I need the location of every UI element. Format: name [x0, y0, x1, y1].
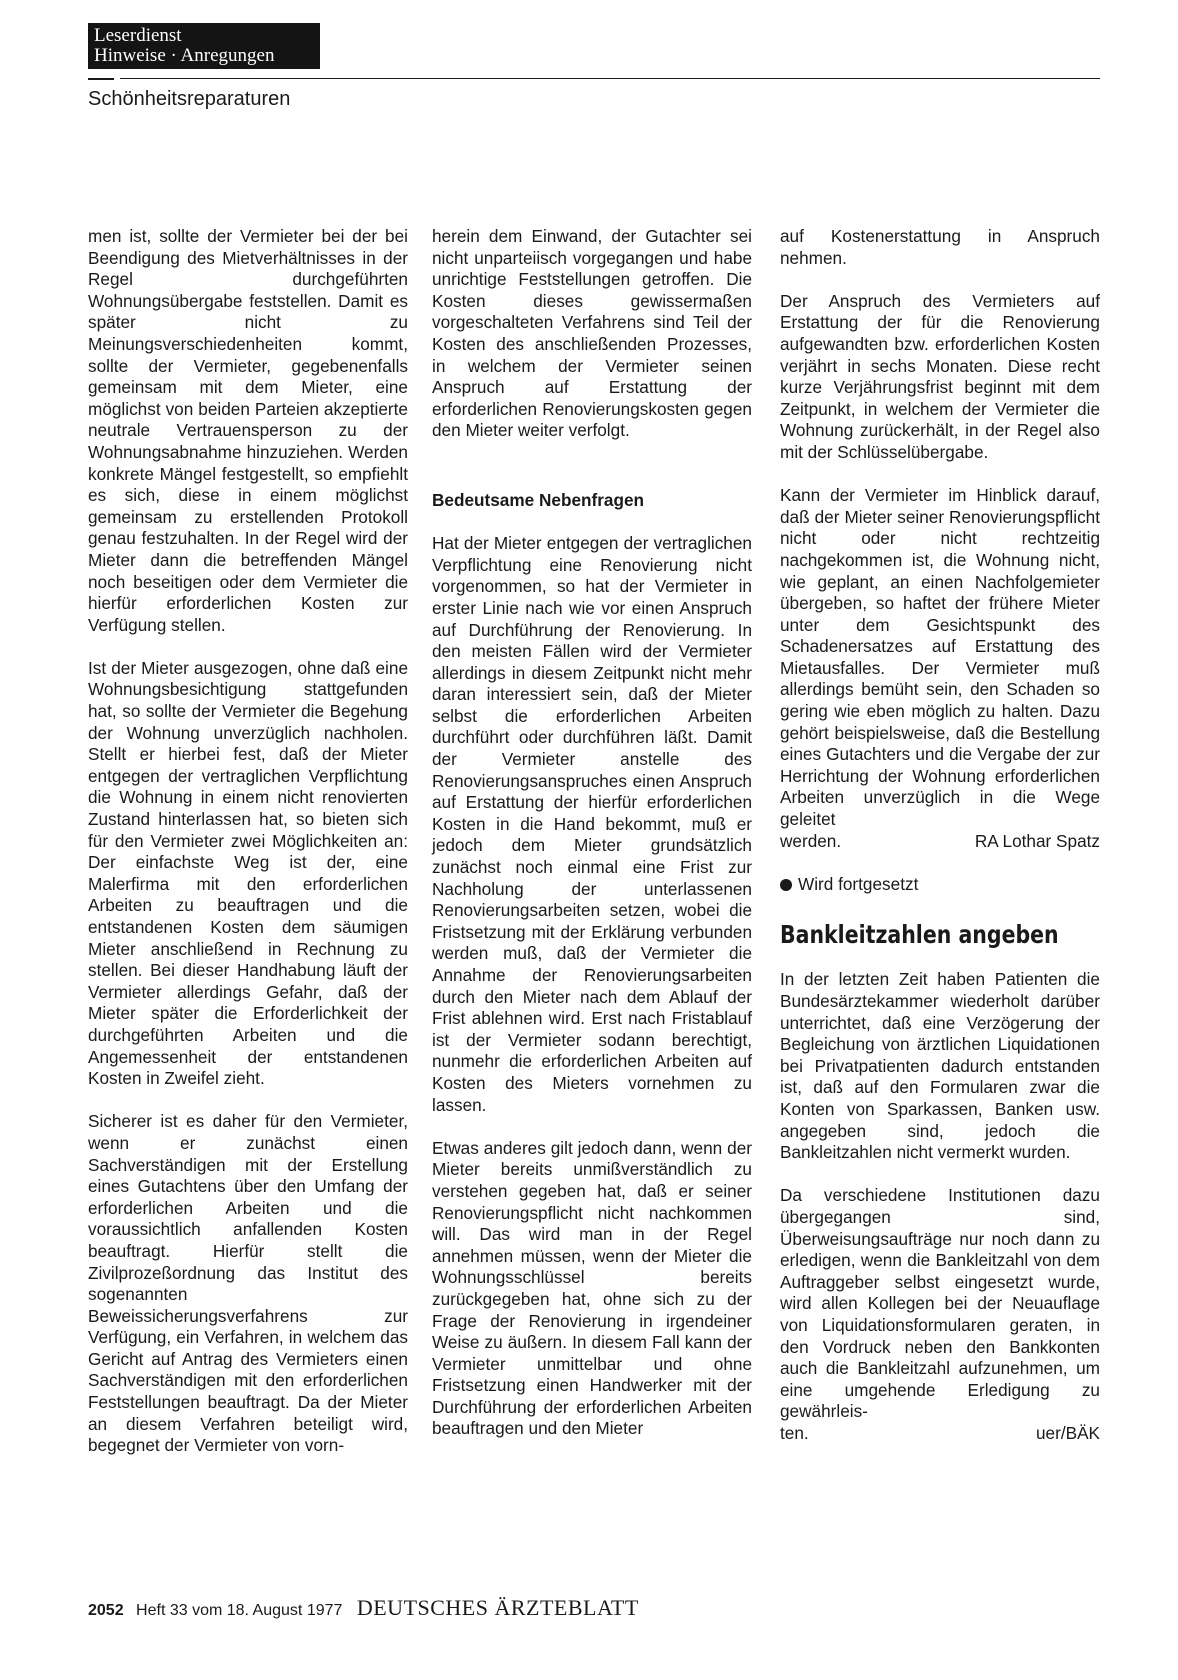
- paragraph-end: werden.: [780, 830, 842, 851]
- paragraph: Der Anspruch des Vermieters auf Erstattung der für die Renovierung aufgewandten bzw. erforderlichen Kosten verjährt in sechs Monaten. Diese recht kurze Verjährungsfrist beginnt mit dem Zeitpunkt, in welchem der Vermieter die Wohnung zurückerhält, in der Regel also mit der Schlüsselübergabe.: [780, 290, 1100, 462]
- continued-label: Wird fortgesetzt: [798, 873, 919, 894]
- paragraph: auf Kostenerstattung in Anspruch nehmen.: [780, 226, 1100, 268]
- page-number: 2052: [88, 1602, 124, 1619]
- header-rule: [120, 78, 1100, 79]
- article-heading: Bankleitzahlen angeben: [780, 920, 1059, 950]
- author-signature: uer/BÄK: [1035, 1422, 1100, 1443]
- paragraph: In der letzten Zeit haben Patienten die Bundesärztekammer wiederholt darüber unterrichtet, daß eine Verzögerung der Begleichung von ärztlichen Liquidationen bei Privatpatienten dadurch entstanden ist, daß auf den Formularen zwar die Konten von Sparkassen, Banken usw. angegeben sind, jedoch die Bankleitzahlen nicht vermerkt wurden.: [780, 969, 1100, 1163]
- page-footer: [88, 1596, 639, 1623]
- issue-info: Heft 33 vom 18. August 1977: [136, 1602, 343, 1619]
- signature-row: [780, 831, 1100, 853]
- bullet-icon: [780, 879, 792, 891]
- paragraph: herein dem Einwand, der Gutachter sei nicht unparteiisch vorgegangen und habe unrichtige Feststellungen getroffen. Die Kosten dieses gewissermaßen vorgeschalteten Verfahrens sind Teil der Kosten des anschließenden Prozesses, in welchem der Vermieter seinen Anspruch auf Erstattung der erforderlichen Renovierungskosten gegen den Mieter weiter verfolgt.: [432, 226, 752, 441]
- paragraph-end: ten.: [780, 1422, 809, 1443]
- continued-note: [780, 874, 1100, 896]
- rubric-line-2: Hinweise · Anregungen: [94, 45, 275, 66]
- paragraph: men ist, sollte der Vermieter bei der bei Beendigung des Mietverhältnisses in der Regel durchgeführten Wohnungsübergabe feststellen. Damit es später nicht zu Meinungsverschiedenheiten kommt, sollte der Vermieter, gegebenenfalls gemeinsam mit dem Mieter, eine möglichst von beiden Parteien akzeptierte neutrale Vertrauensperson zu der Wohnungsabnahme hinzuziehen. Werden konkrete Mängel festgestellt, so empfiehlt es sich, diese in einem möglichst gemeinsam zu erstellenden Protokoll genau festzuhalten. In der Regel wird der Mieter dann die betreffenden Mängel noch beseitigen oder dem Vermieter die hierfür erforderlichen Kosten zur Verfügung stellen.: [88, 226, 408, 635]
- paragraph: Da verschiedene Institutionen dazu übergegangen sind, Überweisungsaufträge nur noch dann zu erledigen, wenn die Bankleitzahl von dem Auftraggeber selbst eingesetzt wurde, wird allen Kollegen bei der Neuauflage von Liquidationsformularen geraten, in den Vordruck neben den Bankkonten auch die Bankleitzahl aufzunehmen, um eine umgehende Erledigung zu gewährleis-: [780, 1185, 1100, 1422]
- author-signature: RA Lothar Spatz: [974, 830, 1100, 851]
- paragraph: Hat der Mieter entgegen der vertraglichen Verpflichtung eine Renovierung nicht vorgenommen, so hat der Vermieter in erster Linie nach wie vor einen Anspruch auf Durchführung der Renovierung. In den meisten Fällen wird der Vermieter allerdings in diesem Zeitpunkt nicht mehr daran interessiert sein, daß der Mieter selbst die erforderlichen Arbeiten durchführt oder durchführen läßt. Damit der Vermieter anstelle des Renovierungsanspruches einen Anspruch auf Erstattung der hierfür erforderlichen Kosten in die Hand bekommt, muß er jedoch dem Mieter grundsätzlich zunächst noch einmal eine Frist zur Nachholung der unterlassenen Renovierungsarbeiten setzen, wobei die Fristsetzung mit der Erklärung verbunden werden muß, daß der Vermieter die Annahme der Renovierungsarbeiten durch den Mieter nach dem Ablauf der Frist ablehnen wird. Erst nach Fristablauf ist der Vermieter sodann berechtigt, nunmehr die erforderlichen Arbeiten auf Kosten des Mieters vornehmen zu lassen.: [432, 533, 752, 1115]
- header-rule-short: [88, 78, 114, 80]
- subheading: Bedeutsame Nebenfragen: [432, 489, 645, 510]
- section-title: Schönheitsreparaturen: [88, 88, 291, 110]
- column-3: [780, 226, 1100, 1466]
- paragraph: Ist der Mieter ausgezogen, ohne daß eine Wohnungsbesichtigung stattgefunden hat, so sollte der Vermieter die Begehung der Wohnung unverzüglich nachholen. Stellt er hierbei fest, daß der Mieter entgegen der vertraglichen Verpflichtung die Wohnung in einem nicht renovierten Zustand hinterlassen hat, so bieten sich für den Vermieter zwei Möglichkeiten an: Der einfachste Weg ist der, eine Malerfirma mit den erforderlichen Arbeiten zu beauftragen und die entstandenen Kosten dem säumigen Mieter anschließend in Rechnung zu stellen. Bei dieser Handhabung läuft der Vermieter allerdings Gefahr, daß der Mieter später die Erforderlichkeit der durchgeführten Arbeiten und die Angemessenheit der entstandenen Kosten in Zweifel zieht.: [88, 657, 408, 1089]
- paragraph: Sicherer ist es daher für den Vermieter, wenn er zunächst einen Sachverständigen mit der Erstellung eines Gutachtens über den Umfang der erforderlichen Arbeiten und die voraussichtlich anfallenden Kosten beauftragt. Hierfür stellt die Zivilprozeßordnung das Institut des sogenannten Beweissicherungsverfahrens zur Verfügung, ein Verfahren, in welchem das Gericht auf Antrag des Vermieters einen Sachverständigen mit den erforderlichen Feststellungen beauftragt. Da der Mieter an diesem Verfahren beteiligt wird, begegnet der Vermieter von vorn-: [88, 1111, 408, 1456]
- column-2: [432, 226, 752, 1462]
- rubric-line-1: Leserdienst: [94, 25, 182, 46]
- rubric-box: [88, 23, 320, 69]
- signature-row: [780, 1423, 1100, 1445]
- paragraph: Etwas anderes gilt jedoch dann, wenn der Mieter bereits unmißverständlich zu verstehen gegeben hat, daß er seiner Renovierungspflicht nicht nachkommen will. Das wird man in der Regel annehmen müssen, wenn der Mieter die Wohnungsschlüssel bereits zurückgegeben hat, ohne sich zu der Frage der Renovierung in irgendeiner Weise zu äußern. In diesem Fall kann der Vermieter unmittelbar und ohne Fristsetzung einen Handwerker mit der Durchführung der erforderlichen Arbeiten beauftragen und den Mieter: [432, 1137, 752, 1439]
- paragraph: Kann der Vermieter im Hinblick darauf, daß der Mieter seiner Renovierungspflicht nicht oder nicht rechtzeitig nachgekommen ist, die Wohnung nicht, wie geplant, an einen Nachfolgemieter übergeben, so haftet der frühere Mieter unter dem Gesichtspunkt des Schadenersatzes auf Erstattung des Mietausfalles. Der Vermieter muß allerdings bemüht sein, den Schaden so gering wie eben möglich zu halten. Dazu gehört beispielsweise, daß die Bestellung eines Gutachters und die Vergabe der zur Herrichtung der Wohnung erforderlichen Arbeiten unverzüglich in die Wege geleitet: [780, 485, 1100, 830]
- column-1: [88, 226, 408, 1478]
- magazine-name: DEUTSCHES ÄRZTEBLATT: [356, 1595, 639, 1620]
